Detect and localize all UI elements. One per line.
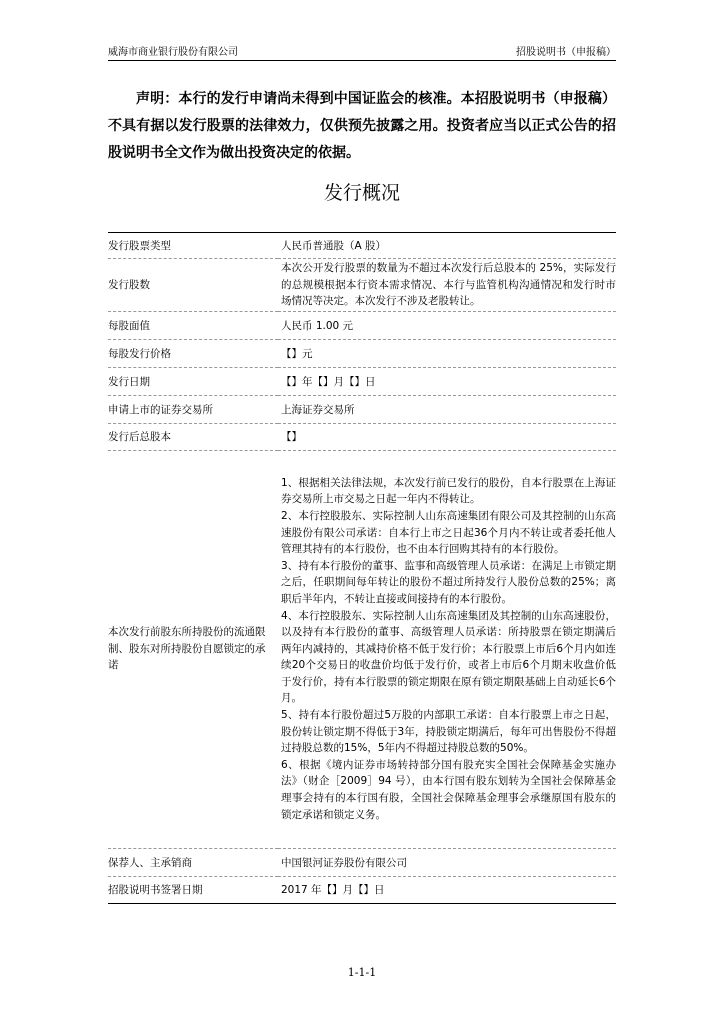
row-value: 本次公开发行股票的数量为不超过本次发行后总股本的 25%，实际发行的总规模根据本行资本需求情况、本行与监管机构沟通情况和发行时市场情况等决定。本次发行不涉及老股转让。 (281, 262, 616, 307)
row-label: 发行日期 (108, 375, 150, 388)
disclaimer-statement: 声明：本行的发行申请尚未得到中国证监会的核准。本招股说明书（申报稿）不具有据以发行股票的法律效力，仅供预先披露之用。投资者应当以正式公告的招股说明书全文作为做出投资决定的依据。 (108, 91, 616, 161)
table-row (108, 339, 616, 367)
lockup-item-1: 1、根据相关法律法规，本次发行前已发行的股份，自本行股票在上海证券交易所上市交易之日起一年内不得转让。 (281, 476, 616, 506)
table-row (108, 395, 616, 423)
page-header (108, 40, 616, 61)
row-label: 发行股数 (108, 279, 150, 292)
section-title: 发行概况 (323, 182, 400, 204)
row-label: 申请上市的证券交易所 (108, 403, 213, 416)
lockup-item-5: 5、持有本行股份超过5万股的内部职工承诺：自本行股票上市之日起，股份转让锁定期不得低于3年，持股锁定期满后，每年可出售股份不得超过持股总数的15%，5年内不得超过持股总数的50%。 (281, 709, 616, 755)
table-row (108, 367, 616, 395)
lockup-commitments (278, 450, 616, 848)
lockup-item-6: 6、根据《境内证券市场转持部分国有股充实全国社会保障基金实施办法》（财企［2009］94 号），由本行国有股东划转为全国社会保障基金理事会持有的本行国有股，全国社会保障基金理事会承继原国有股东的锁定承诺和锁定义务。 (281, 758, 616, 821)
lockup-label: 本次发行前股东所持股份的流通限制、股东对所持股份自愿锁定的承诺 (108, 626, 266, 672)
table-row (108, 311, 616, 339)
row-label: 每股发行价格 (108, 347, 171, 360)
row-value: 上海证券交易所 (281, 403, 355, 416)
row-label: 每股面值 (108, 319, 150, 332)
row-label: 发行股票类型 (108, 240, 171, 252)
table-row (108, 423, 616, 450)
lockup-item-4: 4、本行控股股东、实际控制人山东高速集团及其控制的山东高速股份，以及持有本行股份的董事、高级管理人员承诺：所持股票在锁定期满后两年内减持的，其减持价格不低于发行价；本行股票上市后6个月内如连续20个交易日的收盘价均低于发行价，或者上市后6个月期末收盘价低于发行价，持有本行股票的锁定期限在原有锁定期限基础上自动延长6个月。 (281, 609, 616, 705)
row-label: 发行后总股本 (108, 431, 171, 443)
row-value: 人民币普通股（A 股） (281, 240, 387, 252)
header-document-name: 招股说明书（申报稿） (516, 47, 616, 58)
row-label: 招股说明书签署日期 (108, 884, 203, 896)
row-value: 人民币 1.00 元 (281, 319, 354, 332)
row-value: 【】 (281, 431, 302, 443)
row-value: 【】年【】月【】日 (281, 375, 376, 388)
table-row (108, 259, 616, 312)
table-row (108, 876, 616, 903)
header-company-name: 威海市商业银行股份有限公司 (108, 47, 238, 58)
row-value: 2017 年【】月【】日 (281, 884, 385, 896)
offering-overview-table (108, 232, 616, 904)
lockup-item-3: 3、持有本行股份的董事、监事和高级管理人员承诺：在满足上市锁定期之后，任职期间每年转让的股份不超过所持发行人股份总数的25%；离职后半年内，不转让直接或间接持有的本行股份。 (281, 559, 616, 605)
lockup-commitment-row (108, 450, 616, 848)
page-number: 1-1-1 (347, 966, 377, 979)
table-row (108, 233, 616, 259)
row-value: 中国银河证券股份有限公司 (281, 856, 407, 869)
row-value: 【】元 (281, 347, 313, 360)
row-label: 保荐人、主承销商 (108, 856, 192, 869)
lockup-item-2: 2、本行控股股东、实际控制人山东高速集团有限公司及其控制的山东高速股份有限公司承诺：自本行上市之日起36个月内不转让或者委托他人管理其持有的本行股份，也不由本行回购其持有的本行股份。 (281, 509, 616, 556)
table-row (108, 848, 616, 876)
